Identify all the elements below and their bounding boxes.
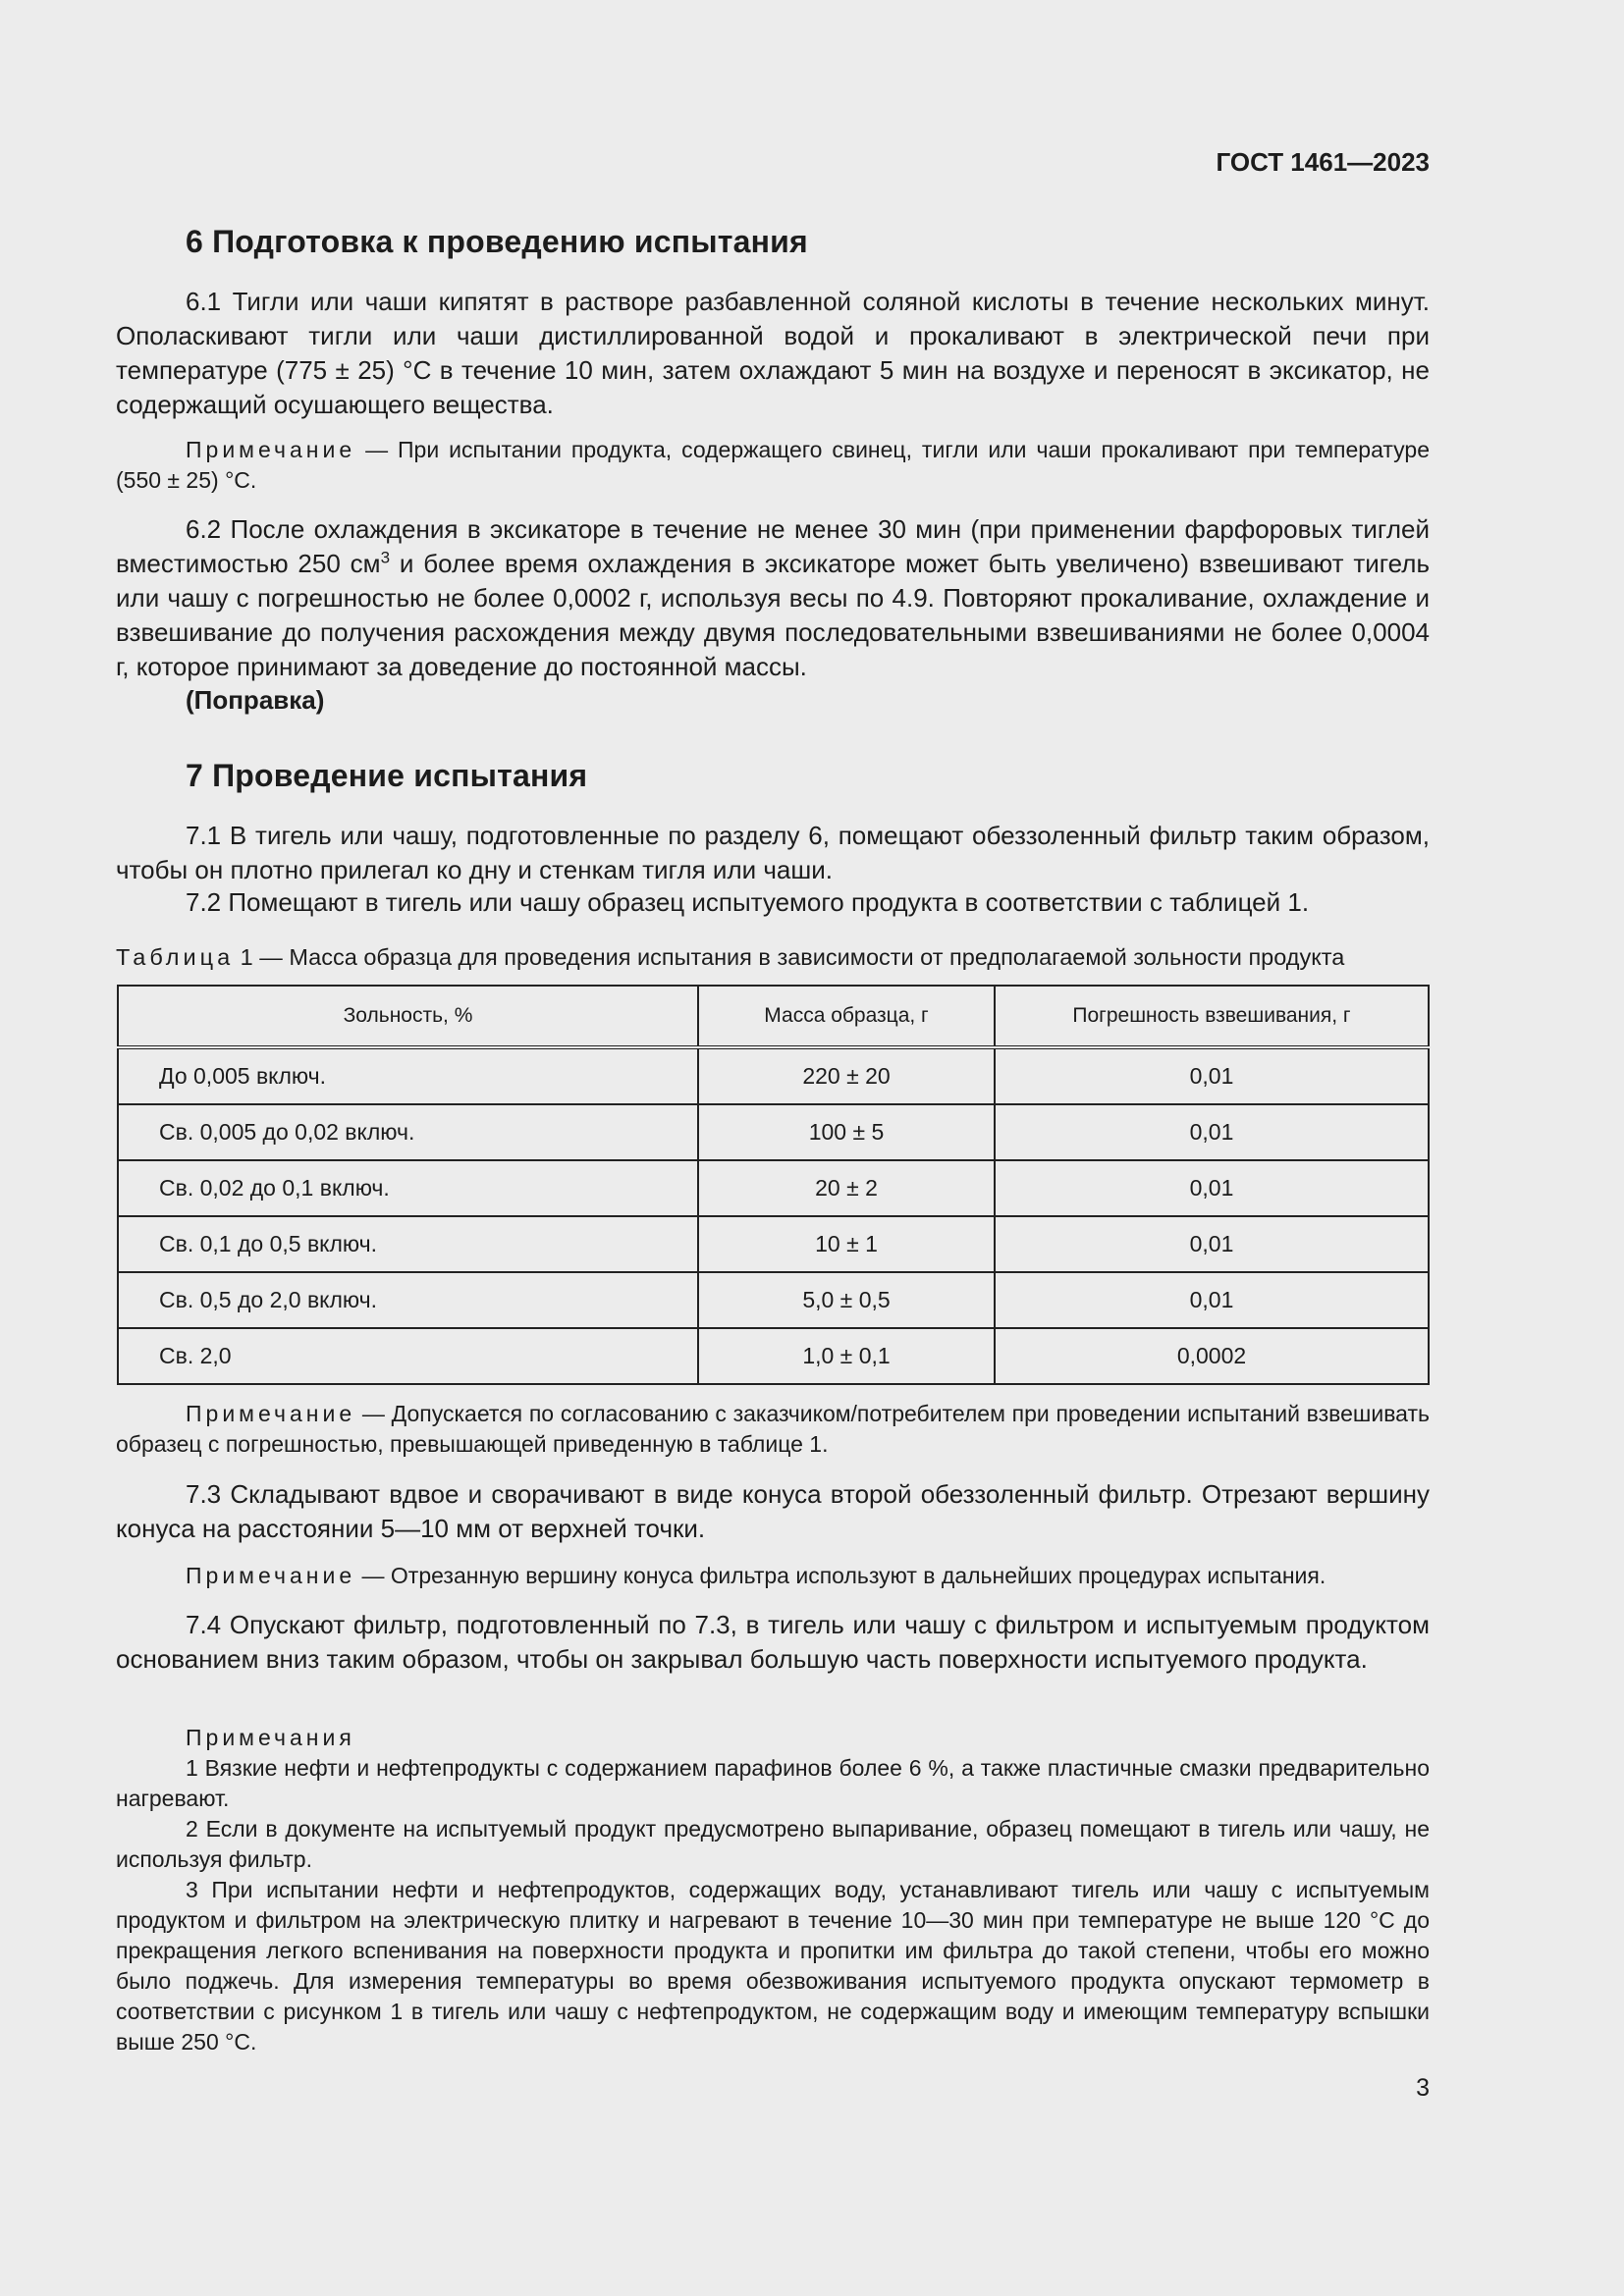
cell-ash: Св. 0,5 до 2,0 включ. [118, 1272, 698, 1328]
cell-error: 0,0002 [995, 1328, 1429, 1384]
table-header-row [118, 986, 1429, 1047]
section-6-title: 6 Подготовка к проведению испытания [186, 224, 808, 259]
note-item-1: 1 Вязкие нефти и нефтепродукты с содержанием парафинов более 6 %, а также пластичные смазки предварительно нагревают. [116, 1755, 1430, 1811]
ash-sample-table [117, 985, 1430, 1385]
column-header-ash: Зольность, % [118, 986, 698, 1047]
cell-ash: Св. 0,02 до 0,1 включ. [118, 1160, 698, 1216]
paragraph-6-2-part2: и более время охлаждения в эксикаторе может быть увеличено) взвешивают тигель или чашу с погрешностью не более 0,0002 г, используя весы по 4.9. Повторяют прокаливание, охлаждение и взвешивание до получения расхождения между двумя последовательными взвешиваниями не более 0,0004 г, которое принимают за доведение до постоянной массы. [116, 549, 1430, 681]
table-row [118, 1047, 1429, 1104]
note-text: — Отрезанную вершину конуса фильтра используют в дальнейших процедурах испытания. [355, 1563, 1326, 1588]
table-row [118, 1104, 1429, 1160]
page-number: 3 [1416, 2074, 1430, 2102]
cell-mass: 10 ± 1 [698, 1216, 995, 1272]
cell-error: 0,01 [995, 1047, 1429, 1104]
paragraph-7-3: 7.3 Складывают вдвое и сворачивают в виде конуса второй обеззоленный фильтр. Отрезают вершину конуса на расстоянии 5—10 мм от верхней точки. [116, 1479, 1430, 1543]
note-label: Примечание [186, 1401, 356, 1426]
note-text: — При испытании продукта, содержащего свинец, тигли или чаши прокаливают при температуре (550 ± 25) °С. [116, 437, 1430, 493]
document-code: ГОСТ 1461—2023 [1216, 147, 1430, 177]
table-caption-text: 1 — Масса образца для проведения испытания в зависимости от предполагаемой зольности продукта [234, 944, 1345, 970]
cell-ash: Св. 0,1 до 0,5 включ. [118, 1216, 698, 1272]
note-label: Примечание [186, 1563, 356, 1588]
note-7-3 [116, 1561, 1430, 1591]
amendment-mark: (Поправка) [186, 685, 325, 715]
table-row [118, 1216, 1429, 1272]
cell-error: 0,01 [995, 1104, 1429, 1160]
table-caption-label: Таблица [116, 944, 235, 970]
paragraph-6-2-part1: 6.2 После охлаждения в эксикаторе в течение не менее 30 мин (при применении фарфоровых тиглей вместимостью 250 см [116, 514, 1430, 578]
cell-error: 0,01 [995, 1160, 1429, 1216]
table-row [118, 1160, 1429, 1216]
note-label: Примечание [186, 437, 356, 462]
cell-mass: 220 ± 20 [698, 1047, 995, 1104]
paragraph-7-2: 7.2 Помещают в тигель или чашу образец испытуемого продукта в соответствии с таблицей 1. [186, 887, 1310, 917]
notes-label: Примечания [186, 1725, 355, 1750]
cell-mass: 5,0 ± 0,5 [698, 1272, 995, 1328]
cell-mass: 1,0 ± 0,1 [698, 1328, 995, 1384]
table-row [118, 1328, 1429, 1384]
paragraph-6-1: 6.1 Тигли или чаши кипятят в растворе разбавленной соляной кислоты в течение нескольких минут. Ополаскивают тигли или чаши дистиллированной водой и прокаливают в электрической печи при температуре (775 ± 25) °С в течение 10 мин, затем охлаждают 5 мин на воздухе и переносят в эксикатор, не содержащий осушающего вещества. [116, 287, 1430, 419]
notes-block [116, 1723, 1430, 2057]
cell-error: 0,01 [995, 1216, 1429, 1272]
section-7-title: 7 Проведение испытания [186, 758, 588, 793]
note-item-2: 2 Если в документе на испытуемый продукт предусмотрено выпаривание, образец помещают в тигель или чашу, не используя фильтр. [116, 1816, 1430, 1872]
cell-error: 0,01 [995, 1272, 1429, 1328]
note-text: — Допускается по согласованию с заказчиком/потребителем при проведении испытаний взвешивать образец с погрешностью, превышающей приведенную в таблице 1. [116, 1401, 1430, 1457]
column-header-error: Погрешность взвешивания, г [995, 986, 1429, 1047]
paragraph-7-1: 7.1 В тигель или чашу, подготовленные по разделу 6, помещают обеззоленный фильтр таким образом, чтобы он плотно прилегал ко дну и стенкам тигля или чаши. [116, 821, 1430, 884]
paragraph-7-4: 7.4 Опускают фильтр, подготовленный по 7.3, в тигель или чашу с фильтром и испытуемым продуктом основанием вниз таким образом, чтобы он закрывал большую часть поверхности испытуемого продукта. [116, 1610, 1430, 1674]
note-6-1 [116, 435, 1430, 496]
cell-mass: 100 ± 5 [698, 1104, 995, 1160]
table-row [118, 1272, 1429, 1328]
cell-ash: Св. 0,005 до 0,02 включ. [118, 1104, 698, 1160]
note-table [116, 1399, 1430, 1460]
superscript: 3 [380, 548, 391, 567]
cell-ash: Св. 2,0 [118, 1328, 698, 1384]
column-header-mass: Масса образца, г [698, 986, 995, 1047]
table-caption [116, 942, 1430, 973]
paragraph-6-2 [116, 512, 1430, 684]
note-item-3: 3 При испытании нефти и нефтепродуктов, содержащих воду, устанавливают тигель или чашу с испытуемым продуктом и фильтром на электрическую плитку и нагревают в течение 10—30 мин при температуре не выше 120 °С до прекращения легкого вспенивания на поверхности продукта и пропитки им фильтра до такой степени, чтобы его можно было поджечь. Для измерения температуры во время обезвоживания испытуемого продукта опускают термометр в соответствии с рисунком 1 в тигель или чашу с нефтепродуктом, не содержащим воду и имеющим температуру вспышки выше 250 °С. [116, 1877, 1430, 2055]
cell-ash: До 0,005 включ. [118, 1047, 698, 1104]
cell-mass: 20 ± 2 [698, 1160, 995, 1216]
